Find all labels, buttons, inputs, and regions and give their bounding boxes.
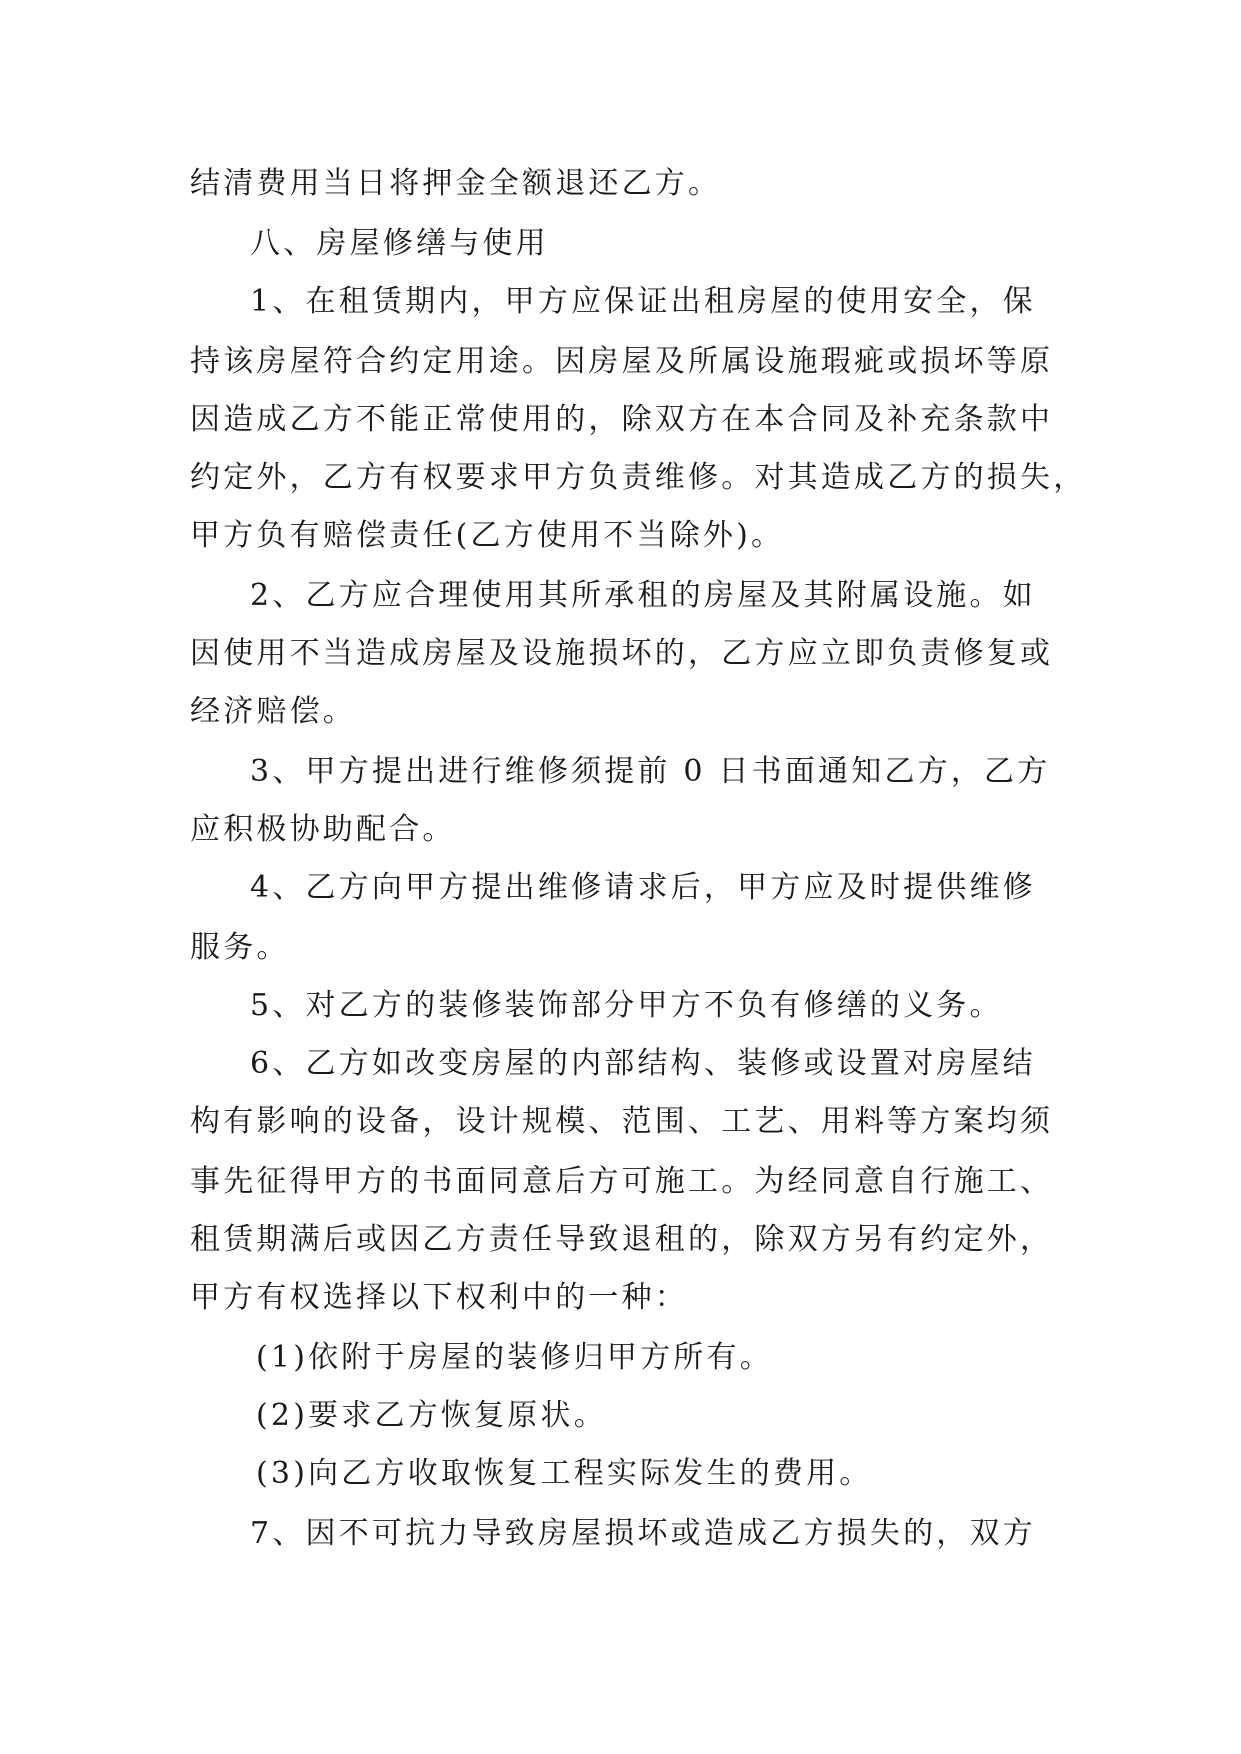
list-item: (3)向乙方收取恢复工程实际发生的费用。 [256,1456,873,1491]
paragraph-line: 因使用不当造成房屋及设施损坏的，乙方应立即负责修复或 [190,636,1054,671]
paragraph-line: 1、在租赁期内，甲方应保证出租房屋的使用安全，保 [250,284,1036,319]
paragraph-line: 甲方负有赔偿责任(乙方使用不当除外)。 [190,518,785,553]
paragraph-line: 服务。 [190,930,290,965]
paragraph-line: 7、因不可抗力导致房屋损坏或造成乙方损失的，双方 [250,1516,1036,1551]
paragraph-line: 事先征得甲方的书面同意后方可施工。为经同意自行施工、 [190,1164,1054,1199]
paragraph-line: 应积极协助配合。 [190,812,456,847]
paragraph-line: 持该房屋符合约定用途。因房屋及所属设施瑕疵或损坏等原 [190,344,1054,379]
section-heading: 八、房屋修缮与使用 [250,226,549,261]
paragraph-line: 约定外，乙方有权要求甲方负责维修。对其造成乙方的损失， [190,460,1087,495]
paragraph-line: 2、乙方应合理使用其所承租的房屋及其附属设施。如 [250,578,1036,613]
list-item: (2)要求乙方恢复原状。 [256,1398,607,1433]
paragraph-line: 3、甲方提出进行维修须提前 0 日书面通知乙方，乙方 [250,754,1051,789]
paragraph-line: 4、乙方向甲方提出维修请求后，甲方应及时提供维修 [250,870,1036,905]
paragraph-line: 因造成乙方不能正常使用的，除双方在本合同及补充条款中 [190,402,1054,437]
paragraph-line: 6、乙方如改变房屋的内部结构、装修或设置对房屋结 [250,1046,1036,1081]
list-item: (1)依附于房屋的装修归甲方所有。 [256,1340,773,1375]
paragraph-line: 甲方有权选择以下权利中的一种： [190,1280,688,1315]
paragraph-line: 结清费用当日将押金全额退还乙方。 [190,166,722,201]
paragraph-line: 租赁期满后或因乙方责任导致退租的，除双方另有约定外， [190,1222,1054,1257]
paragraph-line: 5、对乙方的装修装饰部分甲方不负有修缮的义务。 [250,988,1003,1023]
paragraph-line: 经济赔偿。 [190,694,356,729]
paragraph-line: 构有影响的设备，设计规模、范围、工艺、用料等方案均须 [190,1104,1054,1139]
